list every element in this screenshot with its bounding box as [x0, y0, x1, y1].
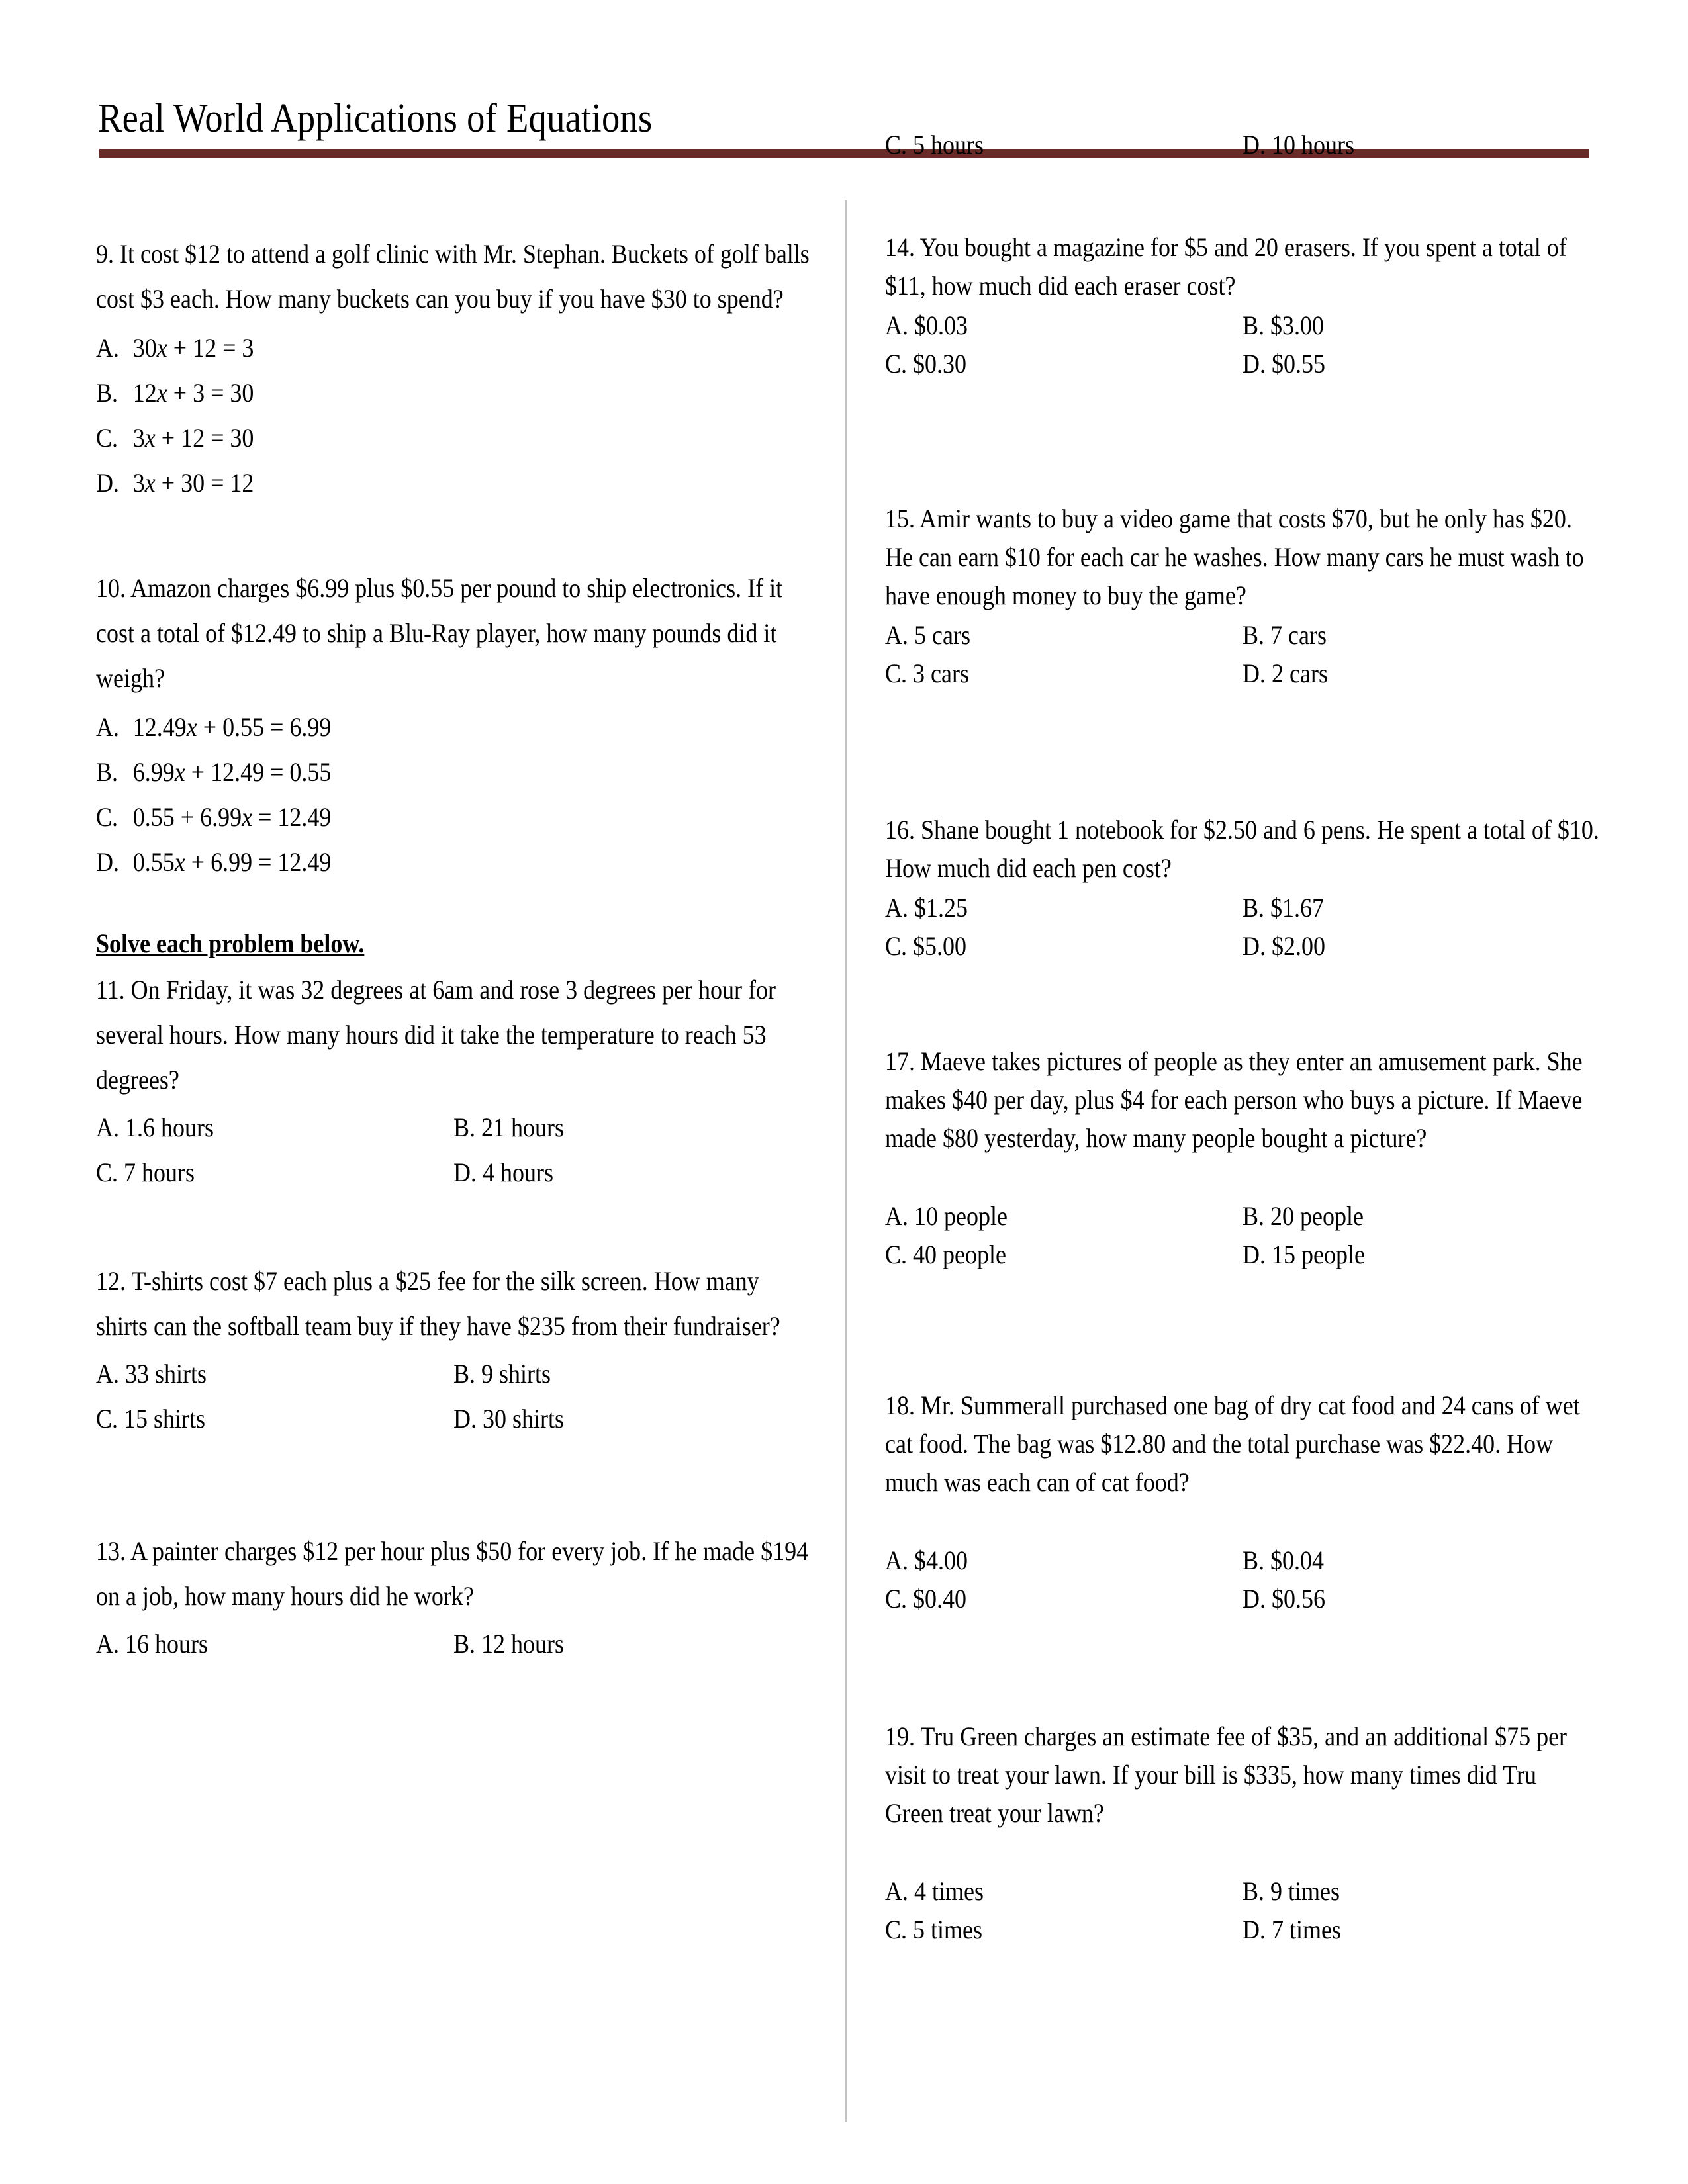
option-letter: D. [96, 847, 120, 877]
option-row[interactable] [885, 927, 1600, 966]
option-row[interactable] [885, 1872, 1600, 1911]
option-row[interactable] [96, 371, 811, 416]
question-13-text: 13. A painter charges $12 per hour plus $50 for every job. If he made $194 on a job, how many hours did he work? [96, 1536, 809, 1611]
question-9-text: 9. It cost $12 to attend a golf clinic with Mr. Stephan. Buckets of golf balls cost $3 each. How many buckets can you buy if you have $30 to spend? [96, 239, 810, 314]
question-14 [885, 228, 1607, 383]
question-15-options [885, 616, 1600, 693]
option-text-tail: + 12 = 30 [155, 423, 254, 453]
option-row[interactable] [885, 616, 1600, 655]
option-text-tail: + 3 = 30 [167, 378, 254, 408]
question-18-options [885, 1541, 1600, 1618]
option-d[interactable]: D. 2 cars [1243, 659, 1328, 688]
option-letter: B. [96, 378, 118, 408]
option-row[interactable] [96, 1150, 811, 1195]
variable-x: x [156, 378, 167, 408]
question-10-text: 10. Amazon charges $6.99 plus $0.55 per pound to ship electronics. If it cost a total of $12.49 to ship a Blu-Ray player, how many pounds did it weigh? [96, 573, 783, 693]
option-c[interactable]: C. 3 cars [885, 659, 969, 688]
option-row[interactable] [885, 1197, 1600, 1236]
option-b[interactable]: B. 20 people [1243, 1201, 1364, 1231]
option-row[interactable] [96, 1105, 811, 1150]
question-19 [885, 1717, 1607, 1949]
question-17-options [885, 1197, 1600, 1274]
option-row[interactable] [885, 122, 1600, 167]
option-row[interactable] [885, 655, 1600, 693]
option-a[interactable]: A. 1.6 hours [96, 1113, 214, 1142]
option-b[interactable]: B. 9 times [1243, 1876, 1340, 1906]
option-letter: C. [96, 802, 118, 832]
variable-x: x [242, 802, 253, 832]
option-d[interactable]: D. 30 shirts [453, 1404, 565, 1433]
option-a[interactable]: A. $4.00 [885, 1545, 968, 1575]
question-18-text: 18. Mr. Summerall purchased one bag of dry cat food and 24 cans of wet cat food. The bag was $12.80 and the total purchase was $22.40. How much was each can of cat food? [885, 1390, 1580, 1497]
question-13 [96, 1529, 818, 1666]
option-text: 30 [132, 333, 157, 363]
solve-section-heading-block [96, 921, 818, 966]
question-10-options [96, 705, 811, 885]
option-row[interactable] [96, 750, 811, 795]
question-15 [885, 500, 1607, 693]
option-text-tail: + 30 = 12 [155, 468, 254, 498]
question-12-text: 12. T-shirts cost $7 each plus a $25 fee for the silk screen. How many shirts can the softball team buy if they have $235 from their fundraiser? [96, 1266, 780, 1341]
option-d[interactable]: D. $0.55 [1243, 349, 1326, 379]
question-9 [96, 232, 818, 506]
option-row[interactable] [96, 1351, 811, 1396]
option-a[interactable]: A. 33 shirts [96, 1359, 207, 1388]
option-a[interactable]: A. $0.03 [885, 310, 968, 340]
question-13-options-cd [885, 122, 1600, 167]
question-18 [885, 1387, 1607, 1618]
option-d[interactable]: D. 10 hours [1243, 130, 1355, 159]
variable-x: x [144, 468, 156, 498]
question-12 [96, 1259, 818, 1441]
option-a[interactable]: A. 5 cars [885, 620, 970, 650]
option-c[interactable]: C. 15 shirts [96, 1404, 206, 1433]
option-c[interactable]: C. 7 hours [96, 1158, 195, 1187]
variable-x: x [144, 423, 156, 453]
page-title: Real World Applications of Equations [98, 96, 653, 141]
question-12-options [96, 1351, 811, 1441]
option-c[interactable]: C. $0.30 [885, 349, 967, 379]
option-b[interactable]: B. 7 cars [1243, 620, 1327, 650]
option-row[interactable] [96, 795, 811, 840]
question-19-text: 19. Tru Green charges an estimate fee of $35, and an additional $75 per visit to treat your lawn. If your bill is $335, how many times did Tru Green treat your lawn? [885, 1721, 1568, 1828]
variable-x: x [156, 333, 167, 363]
option-row[interactable] [885, 1236, 1600, 1274]
option-row[interactable] [885, 889, 1600, 927]
option-d[interactable]: D. 7 times [1243, 1915, 1341, 1944]
option-row[interactable] [885, 306, 1600, 345]
option-row[interactable] [885, 1911, 1600, 1949]
variable-x: x [174, 757, 185, 787]
option-text: 0.55 [132, 847, 175, 877]
option-a[interactable]: A. 4 times [885, 1876, 984, 1906]
question-11-text: 11. On Friday, it was 32 degrees at 6am and rose 3 degrees per hour for several hours. How many hours did it take the temperature to reach 53 degrees? [96, 975, 776, 1095]
option-d[interactable]: D. 15 people [1243, 1240, 1365, 1269]
option-text-tail: + 6.99 = 12.49 [185, 847, 332, 877]
option-c[interactable]: C. 5 times [885, 1915, 983, 1944]
question-17 [885, 1042, 1607, 1274]
option-letter: C. [96, 423, 118, 453]
option-a[interactable]: A. 10 people [885, 1201, 1008, 1231]
option-c[interactable]: C. 40 people [885, 1240, 1006, 1269]
question-11-options [96, 1105, 811, 1195]
question-16-text: 16. Shane bought 1 notebook for $2.50 and 6 pens. He spent a total of $10. How much did each pen cost? [885, 815, 1599, 883]
question-10 [96, 566, 818, 885]
option-row[interactable] [96, 840, 811, 885]
option-letter: A. [96, 712, 120, 742]
option-text-tail: + 12.49 = 0.55 [185, 757, 332, 787]
option-text-tail: = 12.49 [252, 802, 332, 832]
option-text-tail: + 12 = 3 [167, 333, 254, 363]
option-row[interactable] [96, 1621, 811, 1666]
option-row[interactable] [96, 705, 811, 750]
option-b[interactable]: B. 21 hours [453, 1113, 565, 1142]
option-b[interactable]: B. 12 hours [453, 1629, 565, 1659]
question-9-options [96, 326, 811, 506]
option-text-tail: + 0.55 = 6.99 [197, 712, 332, 742]
option-b[interactable]: B. $0.04 [1243, 1545, 1325, 1575]
option-text: 12.49 [132, 712, 187, 742]
option-c[interactable]: C. $0.40 [885, 1584, 967, 1614]
variable-x: x [186, 712, 197, 742]
option-d[interactable]: D. 4 hours [453, 1158, 554, 1187]
question-16-options [885, 889, 1600, 966]
column-divider [845, 200, 847, 2122]
option-row[interactable] [96, 326, 811, 371]
option-c[interactable]: C. $5.00 [885, 931, 967, 961]
option-row[interactable] [885, 345, 1600, 383]
question-15-text: 15. Amir wants to buy a video game that costs $70, but he only has $20. He can earn $10 for each car he washes. How many cars he must wash to have enough money to buy the game? [885, 504, 1584, 610]
option-d[interactable]: D. $0.56 [1243, 1584, 1326, 1614]
option-c[interactable]: C. 5 hours [885, 130, 984, 159]
question-11 [96, 968, 818, 1195]
option-b[interactable]: B. 9 shirts [453, 1359, 551, 1388]
option-a[interactable]: A. 16 hours [96, 1629, 209, 1659]
option-b[interactable]: B. $3.00 [1243, 310, 1325, 340]
question-14-options [885, 306, 1600, 383]
option-letter: A. [96, 333, 120, 363]
question-19-options [885, 1872, 1600, 1949]
option-text: 3 [132, 423, 145, 453]
question-16 [885, 811, 1607, 966]
option-a[interactable]: A. $1.25 [885, 893, 968, 923]
question-13-options [96, 1621, 811, 1666]
question-14-text: 14. You bought a magazine for $5 and 20 erasers. If you spent a total of $11, how much did each eraser cost? [885, 232, 1567, 300]
option-text: 12 [132, 378, 157, 408]
option-d[interactable]: D. $2.00 [1243, 931, 1326, 961]
option-letter: B. [96, 757, 118, 787]
option-row[interactable] [96, 1396, 811, 1441]
option-letter: D. [96, 468, 120, 498]
option-b[interactable]: B. $1.67 [1243, 893, 1325, 923]
worksheet-body [0, 130, 1688, 2184]
option-row[interactable] [96, 416, 811, 461]
solve-section-heading: Solve each problem below. [96, 929, 365, 958]
option-text: 0.55 + 6.99 [132, 802, 242, 832]
option-text: 3 [132, 468, 145, 498]
option-text: 6.99 [132, 757, 175, 787]
option-row[interactable] [885, 1580, 1600, 1618]
question-17-text: 17. Maeve takes pictures of people as they enter an amusement park. She makes $40 per day, plus $4 for each person who buys a picture. If Maeve made $80 yesterday, how many people bought a picture? [885, 1046, 1583, 1153]
option-row[interactable] [96, 461, 811, 506]
question-13-options-continued [885, 122, 1607, 167]
option-row[interactable] [885, 1541, 1600, 1580]
variable-x: x [174, 847, 185, 877]
